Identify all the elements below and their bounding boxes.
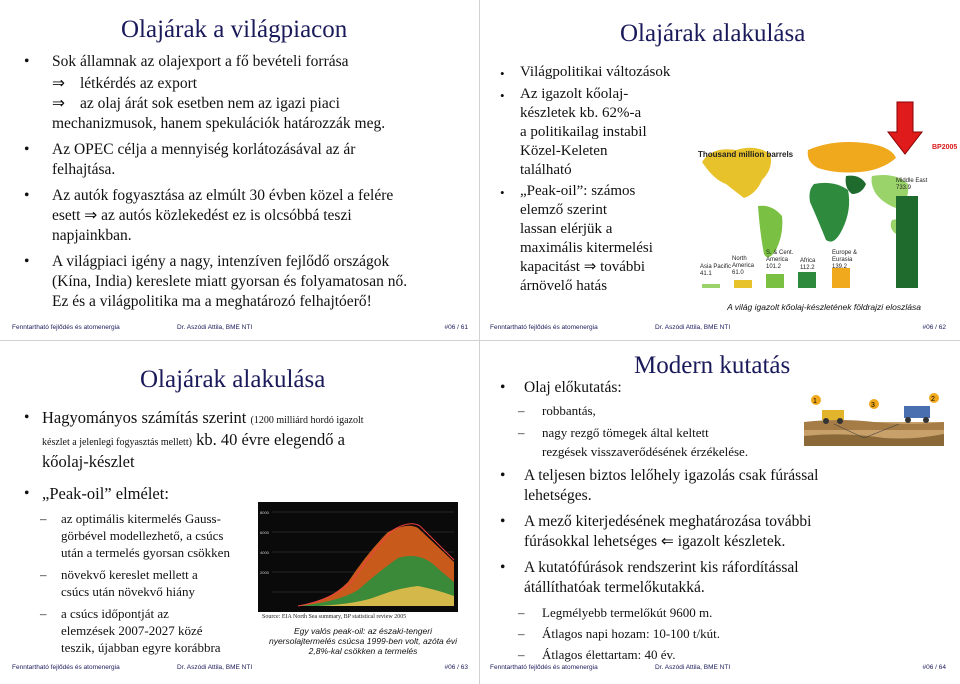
bullet-text-part: kapacitást <box>520 259 580 275</box>
region-name: Asia Pacific <box>700 264 732 270</box>
region-value: 41.1 <box>700 271 712 277</box>
implies-arrow-icon: ⇒ <box>52 75 65 92</box>
bullet-text <box>524 532 785 552</box>
region-label <box>766 250 796 271</box>
caption-line: 2,8%-kal csökken a termelés <box>308 646 418 656</box>
bullet-text-part: fúrásokkal lehetséges <box>524 533 657 550</box>
bullet-text-large: Hagyományos számítás szerint <box>42 408 247 427</box>
bullet-text: maximális kitermelési <box>520 240 653 256</box>
dash-marker: – <box>40 567 47 582</box>
footer-author: Dr. Aszódi Attila, BME NTI <box>655 664 731 671</box>
sub-text: létkérdés az export <box>80 75 198 92</box>
slide-footer <box>12 664 468 674</box>
bullet-text: Az OPEC célja a mennyiség korlátozásával az ár <box>52 141 356 158</box>
region-label <box>896 178 927 192</box>
slide-title: Olajárak a világpiacon <box>121 16 348 43</box>
footer-author: Dr. Aszódi Attila, BME NTI <box>177 324 253 331</box>
bullet-text: Az autók fogyasztása az elmúlt 30 évben közel a felére <box>52 187 394 204</box>
sub-bullet-text: csúcs után növekvő hiány <box>61 584 195 599</box>
bullet-text-part: az autós közlekedést ez is olcsóbbá teszi <box>101 207 352 224</box>
dash-marker: – <box>518 647 525 662</box>
bullet-dot: • <box>500 185 505 200</box>
bullet-text: A mező kiterjedésének meghatározása további <box>524 513 812 530</box>
north-sea-production-chart <box>258 502 458 612</box>
footer-author: Dr. Aszódi Attila, BME NTI <box>177 664 253 671</box>
region-value: 733.9 <box>896 185 912 191</box>
bullet-text: napjainkban. <box>52 227 132 244</box>
dash-marker: – <box>518 403 525 418</box>
svg-text:4000: 4000 <box>260 550 269 555</box>
sub-bullet-text: Legmélyebb termelőkút 9600 m. <box>542 605 713 620</box>
footer-page: #06 / 64 <box>922 664 946 671</box>
bullet-text: Világpolitikai változások <box>520 64 671 80</box>
region-value: 112.2 <box>800 265 815 271</box>
bar-asia-pacific <box>702 284 720 288</box>
sub-bullet-text: robbantás, <box>542 403 596 418</box>
africa-shape <box>810 183 850 242</box>
seismic-survey-illustration <box>804 392 944 446</box>
bullet-text-part: további <box>600 259 646 275</box>
dash-marker: – <box>40 511 47 526</box>
bullet-text: árnövelő hatás <box>520 278 608 294</box>
region-name: Africa <box>800 258 816 264</box>
region-value: 61.0 <box>732 270 744 276</box>
sub-bullet-text: után a termelés gyorsan csökken <box>61 545 230 560</box>
bullet-text: készletek kb. 62%-a <box>520 105 642 121</box>
bullet-text: Az igazolt kőolaj- <box>520 86 629 102</box>
bp2005-label: BP2005 <box>932 144 958 151</box>
bullet-text-part: igazolt készletek. <box>677 533 786 550</box>
bullet-text: Ez és a világpolitika ma a meghatározó felhajtóerő! <box>52 293 372 310</box>
region-label <box>732 256 762 277</box>
sub-bullet-text: görbével modellezhető, a csúcs <box>61 528 224 543</box>
bar-south-america <box>766 274 784 288</box>
red-down-arrow-icon <box>888 102 922 154</box>
bullet-text: A teljesen biztos lelőhely igazolás csak fúrással <box>524 467 819 484</box>
bullet-text <box>520 257 645 277</box>
footer-course: Fenntartható fejlődés és atomenergia <box>12 324 120 331</box>
bullet-text: lehetséges. <box>524 487 592 504</box>
sub-bullet-text: az optimális kitermelés Gauss- <box>61 511 221 526</box>
caption-line: Egy valós peak-oil: az északi-tengeri <box>294 626 432 636</box>
bullet-text: átállíthatóak termelőkutakká. <box>524 579 705 596</box>
footer-course: Fenntartható fejlődés és atomenergia <box>490 324 598 331</box>
svg-text:2000: 2000 <box>260 570 269 575</box>
bullet-dot: • <box>24 485 30 502</box>
bullet-dot: • <box>500 379 506 396</box>
map-title: Thousand million barrels <box>698 150 794 159</box>
slide-footer <box>490 664 946 674</box>
page-divider-vertical <box>479 0 480 684</box>
chart-source: Source: EIA North Sea summary, BP statistical review 2005 <box>262 614 407 620</box>
bullet-dot: • <box>24 141 30 158</box>
region-label <box>832 250 864 271</box>
footer-course: Fenntartható fejlődés és atomenergia <box>12 664 120 671</box>
svg-text:6000: 6000 <box>260 530 269 535</box>
slide-64 <box>484 346 952 678</box>
bullet-text-small: készlet a jelenlegi fogyasztás mellett) <box>42 437 192 448</box>
sub-bullet-text: növekvő kereslet mellett a <box>61 567 198 582</box>
slide-footer <box>12 324 468 334</box>
bullet-dot: • <box>500 467 506 484</box>
eurasia-shape <box>808 142 896 173</box>
sub-bullet-text: Átlagos élettartam: 40 év. <box>542 647 676 662</box>
dash-marker: – <box>518 605 525 620</box>
svg-text:8000: 8000 <box>260 510 269 515</box>
implies-arrow-icon: ⇒ <box>52 95 65 112</box>
sub-text: az olaj árát sok esetben nem az igazi piaci <box>80 95 340 112</box>
slide-title: Modern kutatás <box>634 352 791 379</box>
bullet-dot: • <box>24 253 30 270</box>
bar-north-america <box>734 280 752 288</box>
bullet-dot: • <box>24 53 30 70</box>
bullet-text: elemző szerint <box>520 202 608 218</box>
sub-bullet-text: rezgések visszaverődésének érzékelése. <box>542 444 749 459</box>
svg-text:3: 3 <box>871 402 875 409</box>
page-divider-horizontal <box>0 340 960 341</box>
slide-61 <box>6 6 474 338</box>
bullet-text: kőolaj-készlet <box>42 452 135 471</box>
map-caption: A világ igazolt kőolaj-készletének földrajzi eloszlása <box>727 302 921 312</box>
footer-page: #06 / 62 <box>922 324 946 331</box>
bullet-text-part: esett <box>52 207 81 224</box>
bullet-text: Sok államnak az olajexport a fő bevételi forrása <box>52 53 349 70</box>
implies-arrow-icon: ⇒ <box>583 259 597 275</box>
slide-title: Olajárak alakulása <box>140 366 326 393</box>
sub-bullet-text: Átlagos napi hozam: 10-100 t/kút. <box>542 626 721 641</box>
bullet-dot: • <box>500 66 505 81</box>
bar-middle-east <box>896 196 918 288</box>
region-label <box>800 258 815 272</box>
region-name: Middle East <box>896 178 928 184</box>
sub-bullet-text: elemzések 2007-2027 közé <box>61 623 203 638</box>
footer-page: #06 / 63 <box>444 664 468 671</box>
bullet-text: Közel-Keleten <box>520 143 608 159</box>
chart-caption <box>258 626 468 656</box>
dash-marker: – <box>40 606 47 621</box>
sub-bullet-text: teszik, újabban egyre korábbra <box>61 640 221 655</box>
bullet-text: A kutatófúrások rendszerint kis ráfordítással <box>524 559 799 576</box>
dash-marker: – <box>518 425 525 440</box>
bullet-dot: • <box>24 187 30 204</box>
bullet-text-small: (1200 milliárd hordó igazolt <box>250 415 364 426</box>
bullet-dot: • <box>24 409 30 426</box>
footer-page: #06 / 61 <box>444 324 468 331</box>
slide-63 <box>6 346 474 678</box>
left-implies-arrow-icon: ⇐ <box>660 533 674 550</box>
bullet-text: lassan elérjük a <box>520 221 613 237</box>
production-curves-graphic <box>258 502 458 612</box>
implies-arrow-icon: ⇒ <box>84 207 98 224</box>
dash-marker: – <box>518 626 525 641</box>
slide-62 <box>484 6 958 338</box>
bullet-text: „Peak-oil”: számos <box>520 183 636 199</box>
sub-text: mechanizmusok, hanem spekulációk határozzák meg. <box>52 115 386 132</box>
region-name: S. & Cent. America <box>766 250 794 263</box>
footer-course: Fenntartható fejlődés és atomenergia <box>490 664 598 671</box>
bullet-dot: • <box>500 513 506 530</box>
region-name: Europe & Eurasia <box>832 250 858 263</box>
bullet-text: található <box>520 162 572 178</box>
region-value: 101.2 <box>766 264 782 270</box>
sub-bullet-text: nagy rezgő tömegek által keltett <box>542 425 709 440</box>
bullet-text: Olaj előkutatás: <box>524 379 622 396</box>
bullet-text: felhajtása. <box>52 161 116 178</box>
bar-africa <box>798 272 816 288</box>
bullet-dot: • <box>500 88 505 103</box>
bullet-text: a politikailag instabil <box>520 124 647 140</box>
bar-europe-eurasia <box>832 268 850 288</box>
slide-title: Olajárak alakulása <box>620 20 806 47</box>
middle-east-shape <box>846 176 866 194</box>
bullet-text-large: kb. 40 évre elegendő a <box>196 430 345 449</box>
bullet-text: A világpiaci igény a nagy, intenzíven fejlődő országok <box>52 253 390 270</box>
bullet-text <box>42 430 345 453</box>
svg-text:2: 2 <box>931 396 935 403</box>
bullet-text <box>52 206 352 226</box>
region-label <box>700 264 731 278</box>
region-name: North America <box>732 256 755 269</box>
bullet-text <box>42 408 364 431</box>
region-value: 139.2 <box>832 264 848 270</box>
bullet-text: „Peak-oil” elmélet: <box>42 484 169 503</box>
footer-author: Dr. Aszódi Attila, BME NTI <box>655 324 731 331</box>
bullet-text: (Kína, India) kereslete miatt gyorsan és folyamatosan nő. <box>52 273 408 290</box>
slide-footer <box>490 324 946 334</box>
bullet-dot: • <box>500 559 506 576</box>
svg-text:1: 1 <box>813 398 817 405</box>
caption-line: nyersolajtermelés csúcsa 1999-ben volt, azóta évi <box>268 636 458 646</box>
sub-bullet-text: a csúcs időpontját az <box>61 606 169 621</box>
